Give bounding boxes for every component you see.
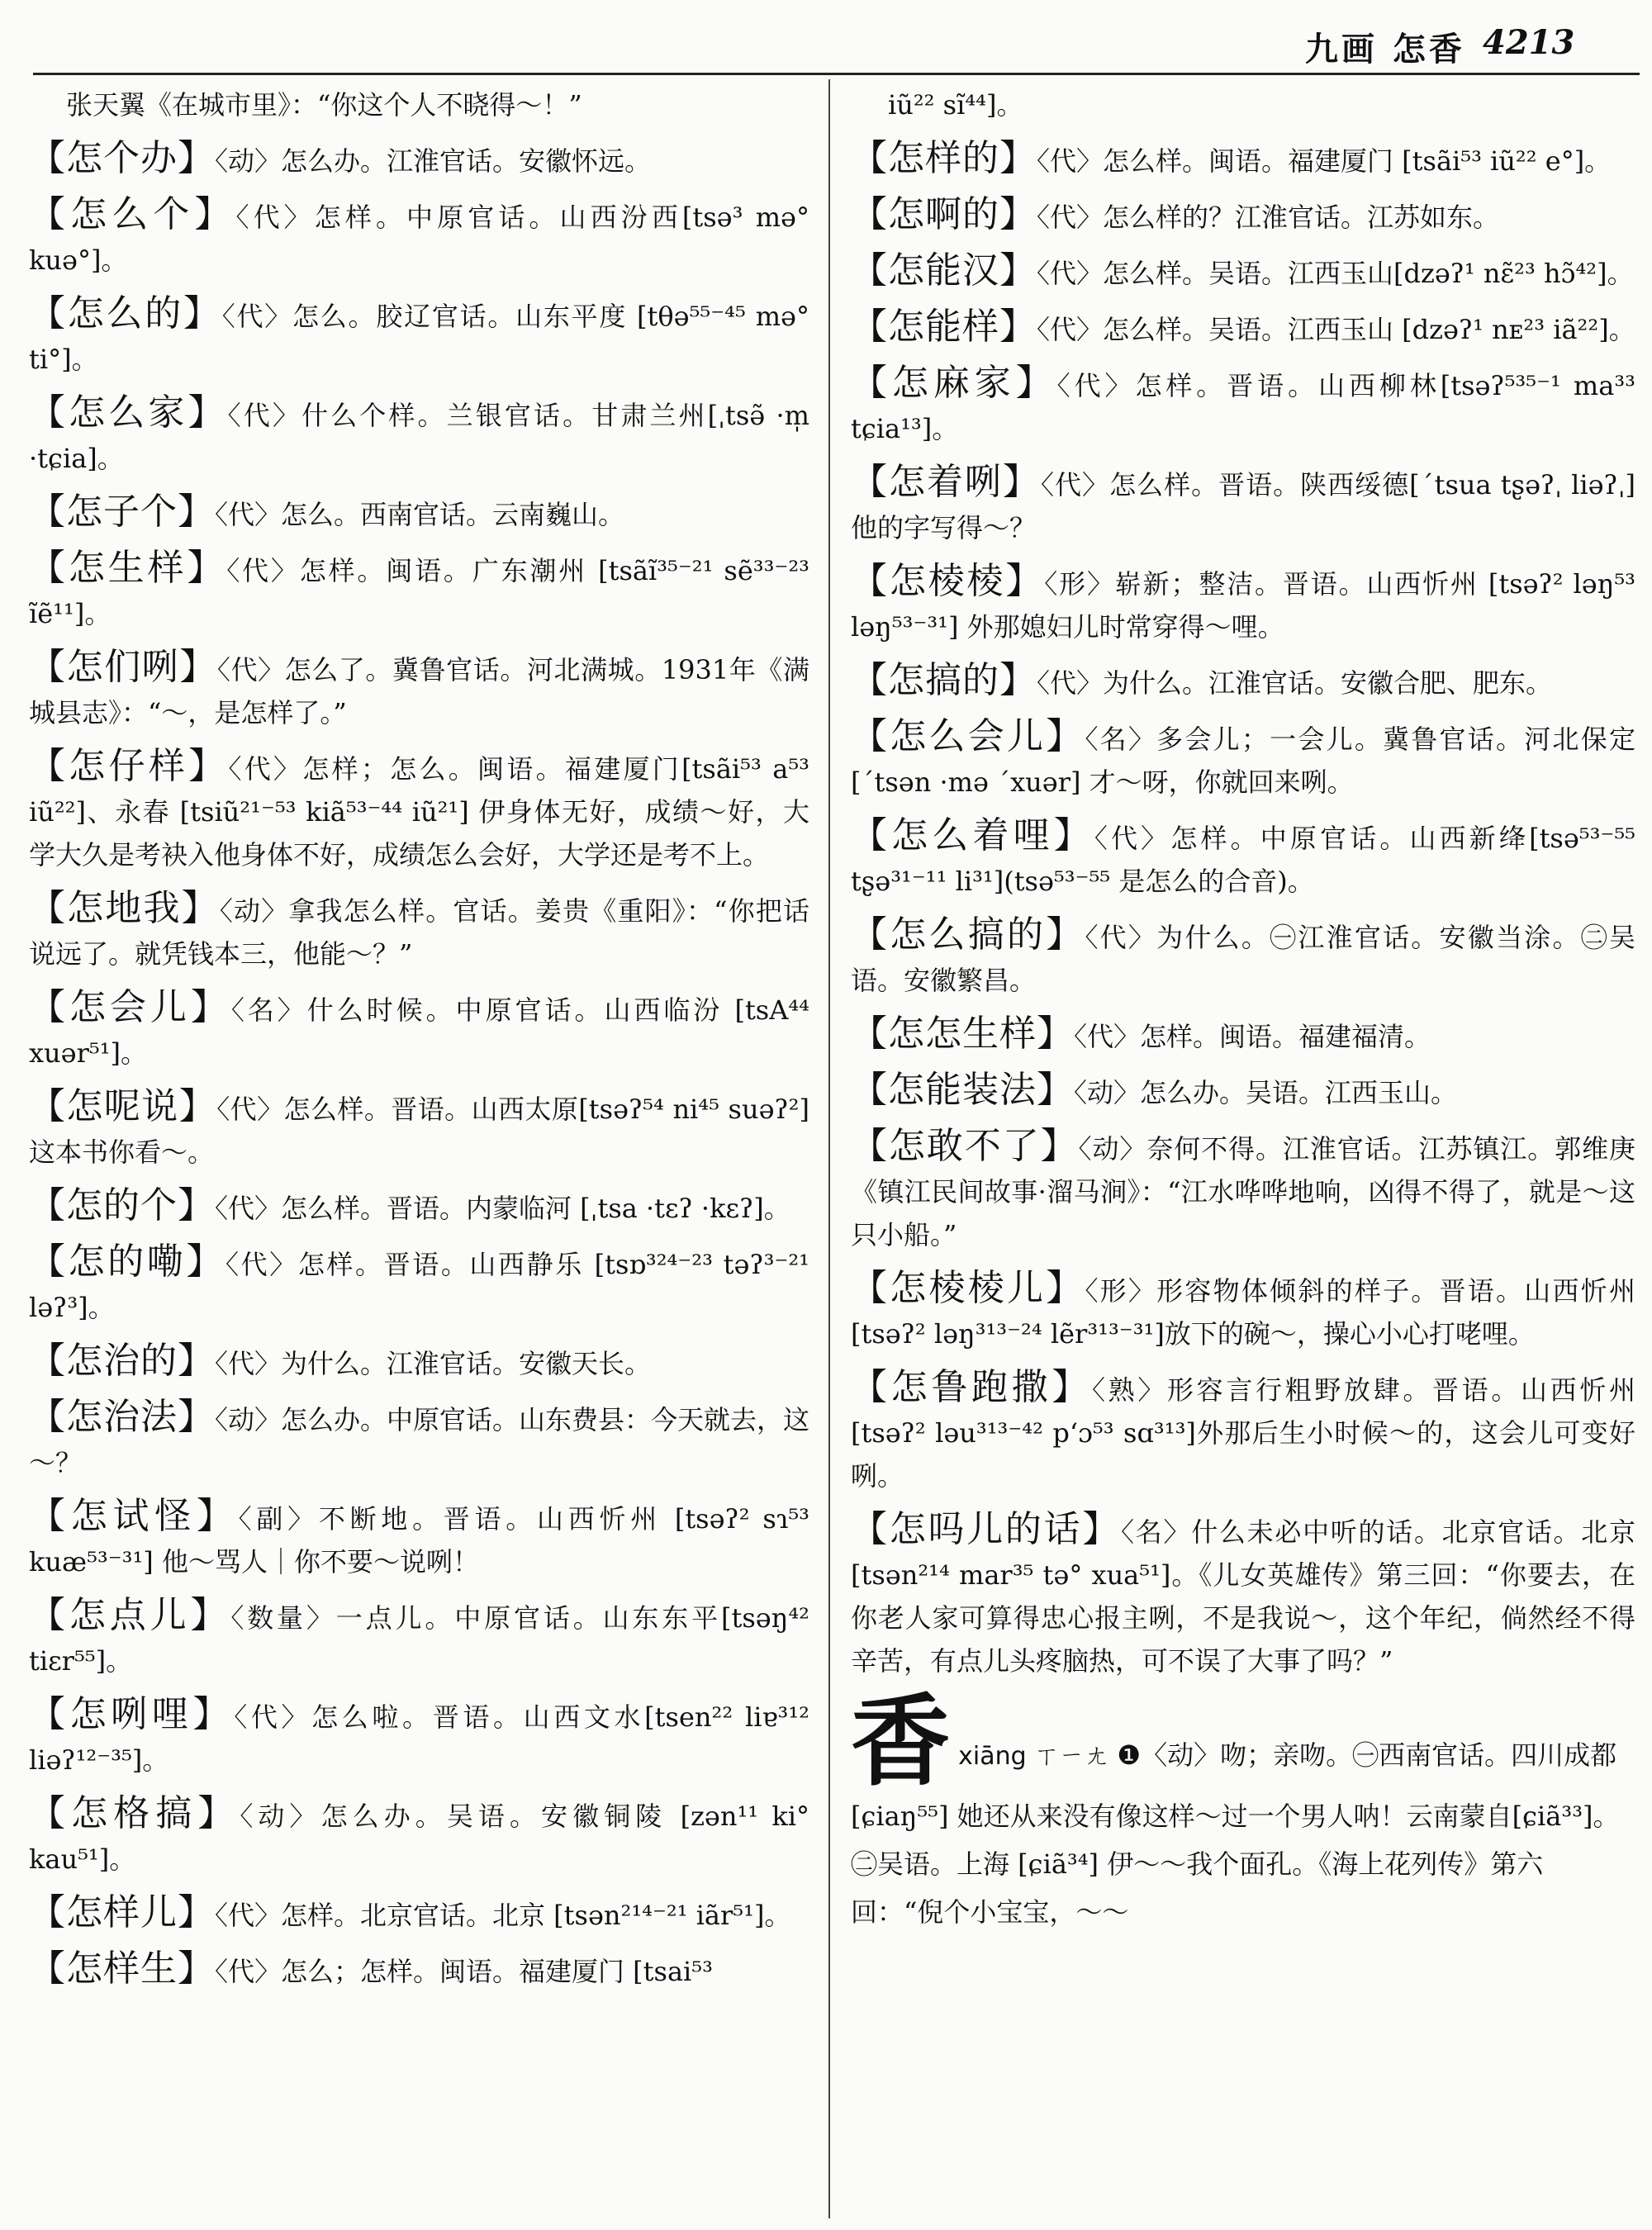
entry-text: 〈名〉多会儿；一会儿。冀鲁官话。河北保定 [ˊtsən ·mə ˊxuər] 才～呀，你就回来咧。 [851,724,1635,798]
entry-text: 〈代〉怎样。北京官话。北京 [tsən²¹⁴⁻²¹ iãr⁵¹]。 [215,1900,791,1931]
entry-text: 〈代〉怎么样。吴语。江西玉山[dzəʔ¹ nɛ̃²³ hɔ̃⁴²]。 [1037,258,1634,289]
entry-2 [851,193,1635,239]
entry-text: 〈名〉什么未必中听的话。北京官话。北京[tsən²¹⁴ mar³⁵ tə° xua⁵¹]。《儿女英雄传》第三回：“你要去，在你老人家可算得忠心报主咧，不是我说～，这个年纪，倘然经不得辛苦，有点儿头疼脑热，可不误了大事了吗？” [851,1516,1635,1677]
entry-headword: 【怎治的】 [29,1340,215,1382]
entry-headword: 【怎点儿】 [29,1594,231,1636]
entry-headword: 【怎的个】 [29,1184,215,1226]
entry-17 [29,1594,809,1682]
entry-headword: 【怎治法】 [29,1396,215,1438]
entry-headword: 【怎样的】 [851,137,1037,179]
entry-4 [851,306,1635,351]
entry-15 [29,1396,809,1484]
entry-headword: 【怎能样】 [851,306,1037,348]
entry-headword: 【怎么搞的】 [851,913,1085,956]
entry-headword: 【怎咧哩】 [29,1693,235,1735]
entry-headword: 【怎样儿】 [29,1891,215,1933]
entry-3 [29,292,809,381]
page-header [0,15,1652,73]
entry-text: 〈形〉崭新；整洁。晋语。山西忻州 [tsəʔ² ləŋ⁵³ ləŋ⁵³⁻³¹] 外那媳妇儿时常穿得～哩。 [851,568,1635,643]
entry-headword: 【怎啊的】 [851,193,1037,235]
entry-6 [851,461,1635,549]
entry-text: 〈动〉怎么办。吴语。安徽铜陵 [zən¹¹ ki° kau⁵¹]。 [29,1801,809,1875]
entry-text: 〈代〉怎么样。晋语。山西太原[tsəʔ⁵⁴ ni⁴⁵ suəʔ²] 这本书你看～。 [29,1094,809,1168]
entry-text: 〈代〉怎样。中原官话。山西汾西[tsə³ mə° kuə°]。 [29,202,809,276]
entry-text: 〈名〉什么时候。中原官话。山西临汾 [tsA⁴⁴ xuər⁵¹]。 [29,994,809,1069]
entry-text: 〈数量〉一点儿。中原官话。山东东平[tsəŋ⁴² tiɛr⁵⁵]。 [29,1602,809,1677]
entry-18 [29,1693,809,1782]
entry-1 [29,137,809,183]
entry-5 [851,362,1635,450]
entry-16 [851,1366,1635,1497]
right-column [851,81,1635,1936]
entry-13 [851,1069,1635,1114]
entry-headword: 【怎着咧】 [851,461,1042,503]
entry-12 [29,1184,809,1230]
entry-text: 〈代〉怎么样。晋语。陕西绥德[ˊtsua tʂəʔˌ liəʔˌ] 他的字写得～？ [851,469,1635,543]
entry-7 [29,646,809,734]
entry-headword: 【怎个办】 [29,137,215,179]
entry-headword: 【怎会儿】 [29,986,231,1028]
entry-text: 〈动〉拿我怎么样。官话。姜贵《重阳》：“你把话说远了。就凭钱本三，他能～？” [29,895,809,970]
entry-0 [29,81,809,126]
entry-text: 〈代〉为什么。江淮官话。安徽天长。 [215,1348,652,1379]
entry-text: 〈代〉怎么；怎样。闽语。福建厦门 [tsai⁵³ [215,1956,713,1987]
entry-headword: 【怎敢不了】 [851,1125,1079,1167]
entry-headword: 【怎么个】 [29,193,236,235]
entry-text: 〈代〉怎么了。冀鲁官话。河北满城。1931年《满城县志》：“～，是怎样了。” [29,654,809,728]
entry-text: 〈代〉怎么样。吴语。江西玉山 [dzəʔ¹ nᴇ²³ iã²²]。 [1037,314,1635,345]
entry-text: 〈代〉怎样；怎么。闽语。福建厦门[tsãi⁵³ a⁵³ iũ²²]、永春 [tsiũ²¹⁻⁵³ kiã⁵³⁻⁴⁴ iũ²¹] 伊身体无好，成绩～好，大学大久是考袂入他身体不好，成绩怎么会好，大学还是考不上。 [29,753,809,871]
entry-13 [29,1241,809,1329]
entry-headword: 【怎们咧】 [29,646,217,688]
entry-headword: 【怎试怪】 [29,1495,239,1537]
entry-text: 〈代〉为什么。㊀江淮官话。安徽当涂。㊁吴语。安徽繁昌。 [851,922,1635,996]
entry-headword: 【怎的嘞】 [29,1241,226,1283]
entry-10 [851,814,1635,903]
entry-text: 〈代〉怎么样。晋语。内蒙临河 [ˌtsa ·tɛʔ ·kɛʔ]。 [215,1193,790,1224]
entry-9 [851,715,1635,804]
entry-20 [29,1891,809,1937]
entry-headword: 【怎能装法】 [851,1069,1074,1111]
left-column [29,81,809,2004]
entry-text: 〈形〉形容物体倾斜的样子。晋语。山西忻州[tsəʔ² ləŋ³¹³⁻²⁴ lẽr³¹³⁻³¹]放下的碗～，操心小心打咾哩。 [851,1275,1635,1350]
entry-text: 〈代〉怎么样的？江淮官话。江苏如东。 [1037,202,1500,233]
entry-4 [29,391,809,480]
entry-headword: 【怎吗儿的话】 [851,1508,1122,1550]
entry-text: 〈代〉怎样。晋语。山西静乐 [tsɒ³²⁴⁻²³ təʔ³⁻²¹ ləʔ³]。 [29,1249,809,1323]
headchar-entry [851,1685,1635,1936]
entry-headword: 【怎格搞】 [29,1792,240,1834]
entry-14 [29,1340,809,1385]
entry-headword: 【怎棱棱儿】 [851,1267,1085,1309]
entry-text: 〈动〉怎么办。江淮官话。安徽怀远。 [215,145,652,177]
entry-15 [851,1267,1635,1355]
entry-12 [851,1013,1635,1058]
entry-headword: 【怎搞的】 [851,659,1037,701]
entry-headword: 【怎样生】 [29,1948,215,1990]
head-pinyin: xiāng ㄒㄧㄤ [958,1742,1109,1771]
entry-text: 〈动〉怎么办。中原官话。山东费县：今天就去，这～？ [29,1404,810,1478]
entry-headword: 【怎仔样】 [29,745,229,787]
head-definition: ❶〈动〉吻；亲吻。㊀西南官话。四川成都 [ɕiaŋ⁵⁵] 她还从来没有像这样～过一个男人呐！云南蒙自[ɕiã³³]。㊁吴语。上海 [ɕiã³⁴] 伊～～我个面孔。《海上花列传》第六回：“倪个小宝宝，～～ [851,1739,1620,1928]
entry-headword: 【怎生样】 [29,547,227,589]
entry-text: 〈代〉什么个样。兰银官话。甘肃兰州[ˌtsə̃ ·m̩ ·tɕia]。 [29,400,809,474]
entry-headword: 【怎怎生样】 [851,1013,1074,1055]
entry-8 [29,745,809,876]
entry-text: 〈动〉奈何不得。江淮官话。江苏镇江。郭维庚《镇江民间故事·溜马涧》：“江水哗哗地响，凶得不得了，就是～这只小船。” [851,1133,1635,1250]
entry-headword: 【怎子个】 [29,491,215,533]
column-divider [828,79,830,2218]
entry-text: 〈代〉怎么。西南官话。云南巍山。 [215,499,625,530]
entry-text: 〈代〉怎样。闽语。广东潮州 [tsãĩ³⁵⁻²¹ sẽ³³⁻²³ ĩẽ¹¹]。 [29,555,809,629]
entry-headword: 【怎鲁跑撒】 [851,1366,1092,1408]
entry-text: iũ²² sĩ⁴⁴]。 [888,89,1023,121]
head-character: 香 [851,1685,950,1800]
entry-5 [29,491,809,536]
entry-0 [851,81,1635,126]
entry-headword: 【怎能汉】 [851,249,1037,292]
entry-11 [851,913,1635,1002]
entry-text: 〈代〉怎样。晋语。山西柳林[tsəʔ⁵³⁵⁻¹ ma³³ tɕia¹³]。 [851,370,1635,444]
entry-21 [29,1948,809,1993]
entry-8 [851,659,1635,705]
entry-headword: 【怎么着哩】 [851,814,1094,856]
entry-19 [29,1792,809,1881]
entry-headword: 【怎棱棱】 [851,560,1045,602]
entry-text: 〈副〉不断地。晋语。山西忻州 [tsəʔ² sɿ⁵³ kuæ⁵³⁻³¹] 他～骂人｜你不要～说咧！ [29,1503,809,1578]
entry-17 [851,1508,1635,1682]
header-rule [33,73,1640,75]
entry-text: 〈动〉怎么办。吴语。江西玉山。 [1074,1077,1458,1108]
entry-9 [29,887,809,975]
entry-7 [851,560,1635,648]
entry-text: 〈代〉怎样。闽语。福建福清。 [1074,1021,1431,1052]
entry-14 [851,1125,1635,1256]
entry-text: 〈熟〉形容言行粗野放肆。晋语。山西忻州[tsəʔ² ləu³¹³⁻⁴² pʻɔ⁵³ sɑ³¹³]外那后生小时候～的，这会儿可变好咧。 [851,1374,1635,1492]
entry-text: 〈代〉怎么样。闽语。福建厦门 [tsãi⁵³ iũ²² e°]。 [1037,145,1612,177]
entry-headword: 【怎么家】 [29,391,228,434]
entry-1 [851,137,1635,183]
entry-10 [29,986,809,1075]
entry-2 [29,193,809,282]
entry-headword: 【怎么的】 [29,292,222,334]
section-title: 九画 怎香 [1305,30,1465,69]
entry-headword: 【怎么会儿】 [851,715,1085,757]
entry-headword: 【怎呢说】 [29,1085,217,1127]
entry-headword: 【怎地我】 [29,887,220,929]
entry-text: 〈代〉为什么。江淮官话。安徽合肥、肥东。 [1037,667,1553,699]
entry-3 [851,249,1635,295]
entry-text: 〈代〉怎么啦。晋语。山西文水[tsen²² liɐ³¹² liəʔ¹²⁻³⁵]。 [29,1701,809,1776]
entry-text: 张天翼《在城市里》：“你这个人不晓得～！” [66,89,582,121]
entry-text: 〈代〉怎么。胶辽官话。山东平度 [tθə⁵⁵⁻⁴⁵ mə° ti°]。 [29,301,809,375]
entry-11 [29,1085,809,1174]
page-number: 4213 [1483,23,1575,62]
entry-text: 〈代〉怎样。中原官话。山西新绛[tsə⁵³⁻⁵⁵ tʂə³¹⁻¹¹ li³¹](tsə⁵³⁻⁵⁵ 是怎么的合音)。 [851,823,1635,897]
entry-6 [29,547,809,635]
entry-16 [29,1495,809,1583]
entry-headword: 【怎麻家】 [851,362,1057,404]
